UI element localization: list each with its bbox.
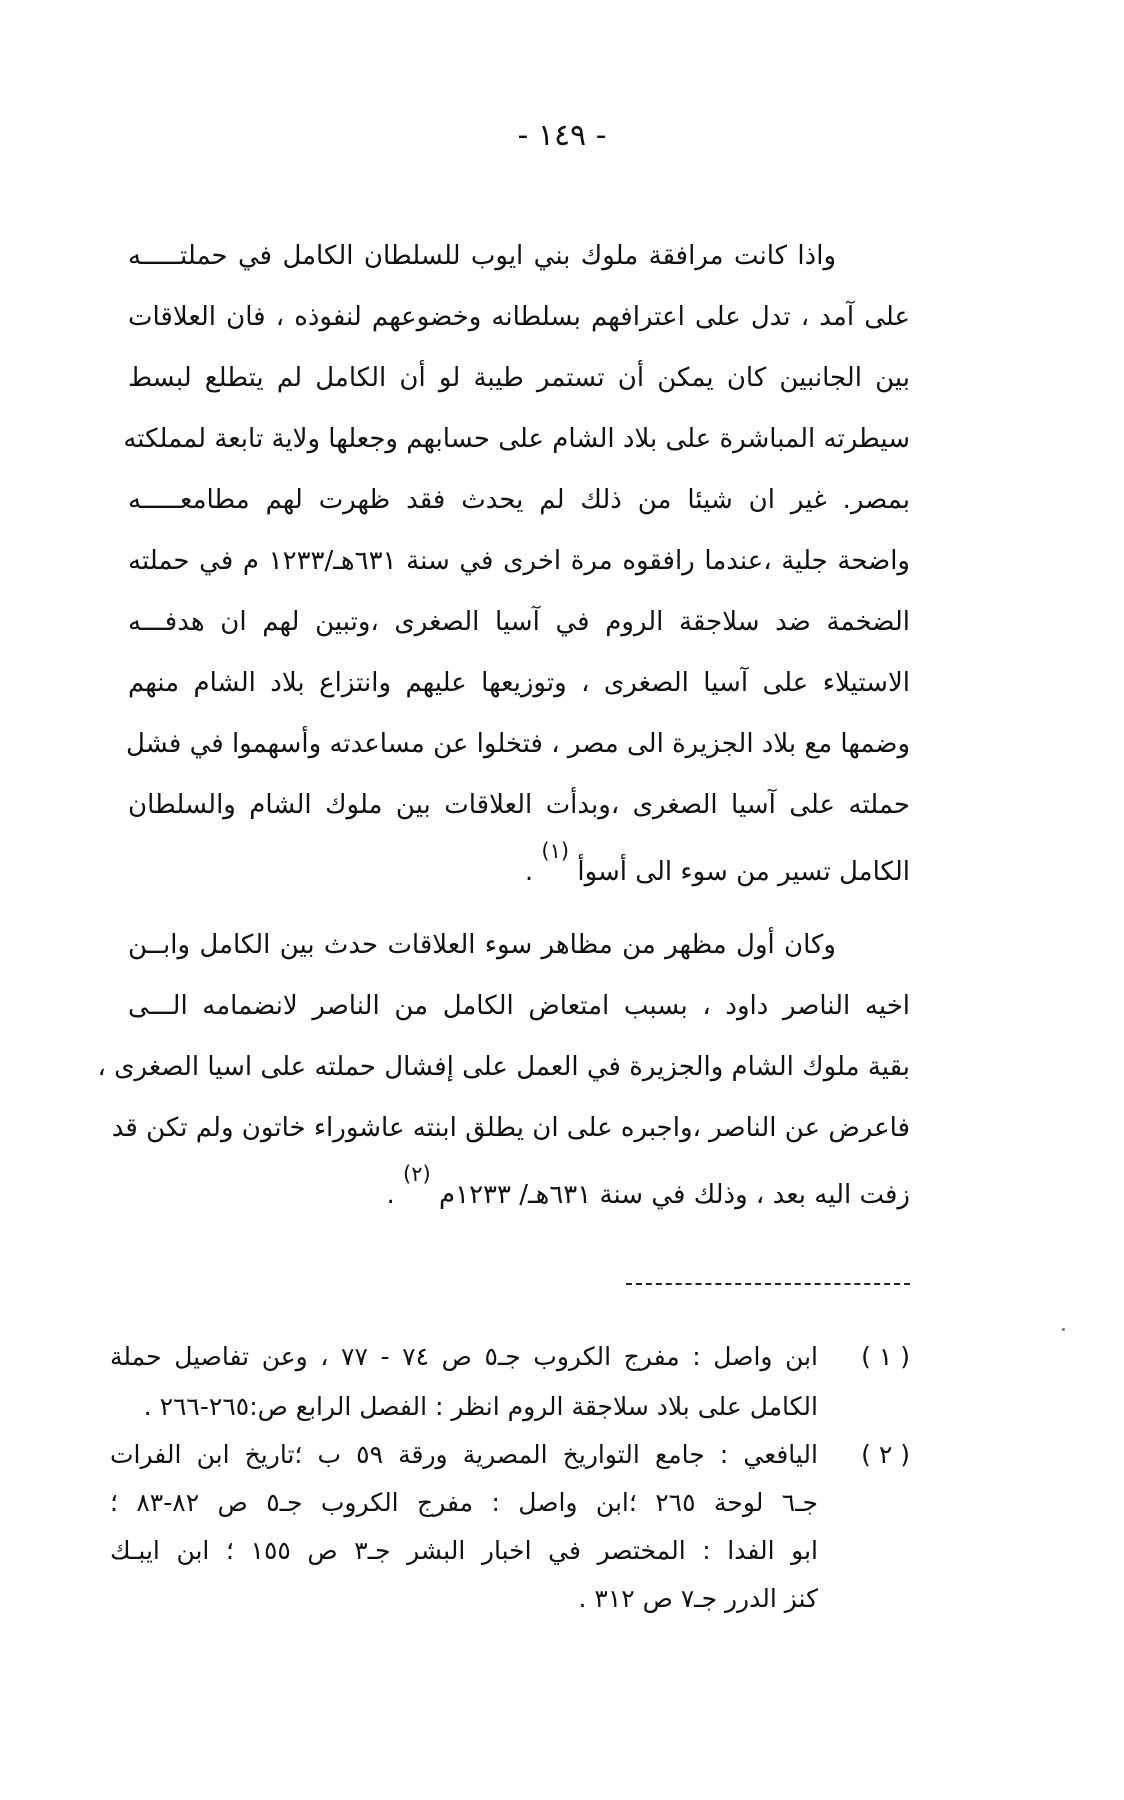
paragraph-2-line: اخيه الناصر داود ، بسبب امتعاض الكامل من الناصر لانضمامه الـــى [128,991,910,1021]
paragraph-1-end-mark: . [524,857,534,887]
paragraph-2-last-text: زفت اليه بعد ، وذلك في سنة ٦٣١هـ/ ١٢٣٣م [439,1180,910,1210]
paragraph-1-line: واذا كانت مرافقة ملوك بني ايوب للسلطان الكامل في حملتـــــه [128,241,836,271]
page-number: - ١٤٩ - [517,118,607,153]
paragraph-2-line: وكان أول مظهر من مظاهر سوء العلاقات حدث بين الكامل وابــن [128,930,836,960]
paragraph-1-line: بين الجانبين كان يمكن أن تستمر طيبة لو أن الكامل لم يتطلع لبسط [128,363,910,393]
footnote-1-line: الكامل على بلاد سلاجقة الروم انظر : الفصل الرابع ص:٢٦٥-٢٦٦ . [143,1392,818,1421]
paragraph-1-last-line [128,839,910,893]
footnote-2-line: اليافعي : جامع التواريخ المصرية ورقة ٥٩ ب ؛تاريخ ابن الفرات [110,1440,818,1469]
paragraph-2-end-mark: . [386,1180,395,1210]
paragraph-1-line: وضمها مع بلاد الجزيرة الى مصر ، فتخلوا عن مساعدته وأسهموا في فشل [126,729,910,759]
footnote-2-line: جـ٦ لوحة ٢٦٥ ؛ابن واصل : مفرج الكروب جـ٥ ص ٨٢-٨٣ ؛ [110,1488,818,1517]
paragraph-1-line: واضحة جلية ،عندما رافقوه مرة اخرى في سنة ٦٣١هـ/١٢٣٣ م في حملته [128,546,910,576]
footnote-ref-1: (١) [541,839,570,863]
footnote-ref-2: (٢) [403,1162,431,1186]
paragraph-1-line: الاستيلاء على آسيا الصغرى ، وتوزيعها عليهم وانتزاع بلاد الشام منهم [128,668,910,698]
paragraph-1-last-text: الكامل تسير من سوء الى أسوأ [577,857,910,887]
paragraph-2-line: بقية ملوك الشام والجزيرة في العمل على إفشال حملته على اسيا الصغرى ، [97,1052,910,1082]
paragraph-2-line: فاعرض عن الناصر ،واجبره على ان يطلق ابنته عاشوراء خاتون ولم تكن قد [111,1113,910,1143]
footnote-2-marker: ( ٢ ) [861,1440,910,1469]
footnote-1-marker: ( ١ ) [861,1342,910,1371]
footnote-2-line: كنز الدرر جـ٧ ص ٣١٢ . [578,1584,818,1613]
paragraph-1-line: بمصر. غير ان شيئا من ذلك لم يحدث فقد ظهرت لهم مطامعـــــه [128,485,910,515]
paragraph-1-line: سيطرته المباشرة على بلاد الشام على حسابهم وجعلها ولاية تابعة لمملكته [123,424,910,454]
footnote-2-line: ابو الفدا : المختصر في اخبار البشر جـ٣ ص ١٥٥ ؛ ابن ايبـك [110,1536,818,1565]
paragraph-2-last-line [128,1162,910,1216]
paragraph-1-line: حملته على آسيا الصغرى ،وبدأت العلاقات بين ملوك الشام والسلطان [128,790,910,820]
footnote-separator [626,1283,910,1285]
paragraph-1-line: الضخمة ضد سلاجقة الروم في آسيا الصغرى ،وتبين لهم ان هدفـــه [128,607,910,637]
scan-speck [1062,1328,1065,1331]
footnote-1-line: ابن واصل : مفرج الكروب جـ٥ ص ٧٤ - ٧٧ ، وعن تفاصيل حملة [110,1342,819,1371]
paragraph-1-line: على آمد ، تدل على اعترافهم بسلطانه وخضوعهم لنفوذه ، فان العلاقات [128,302,910,332]
